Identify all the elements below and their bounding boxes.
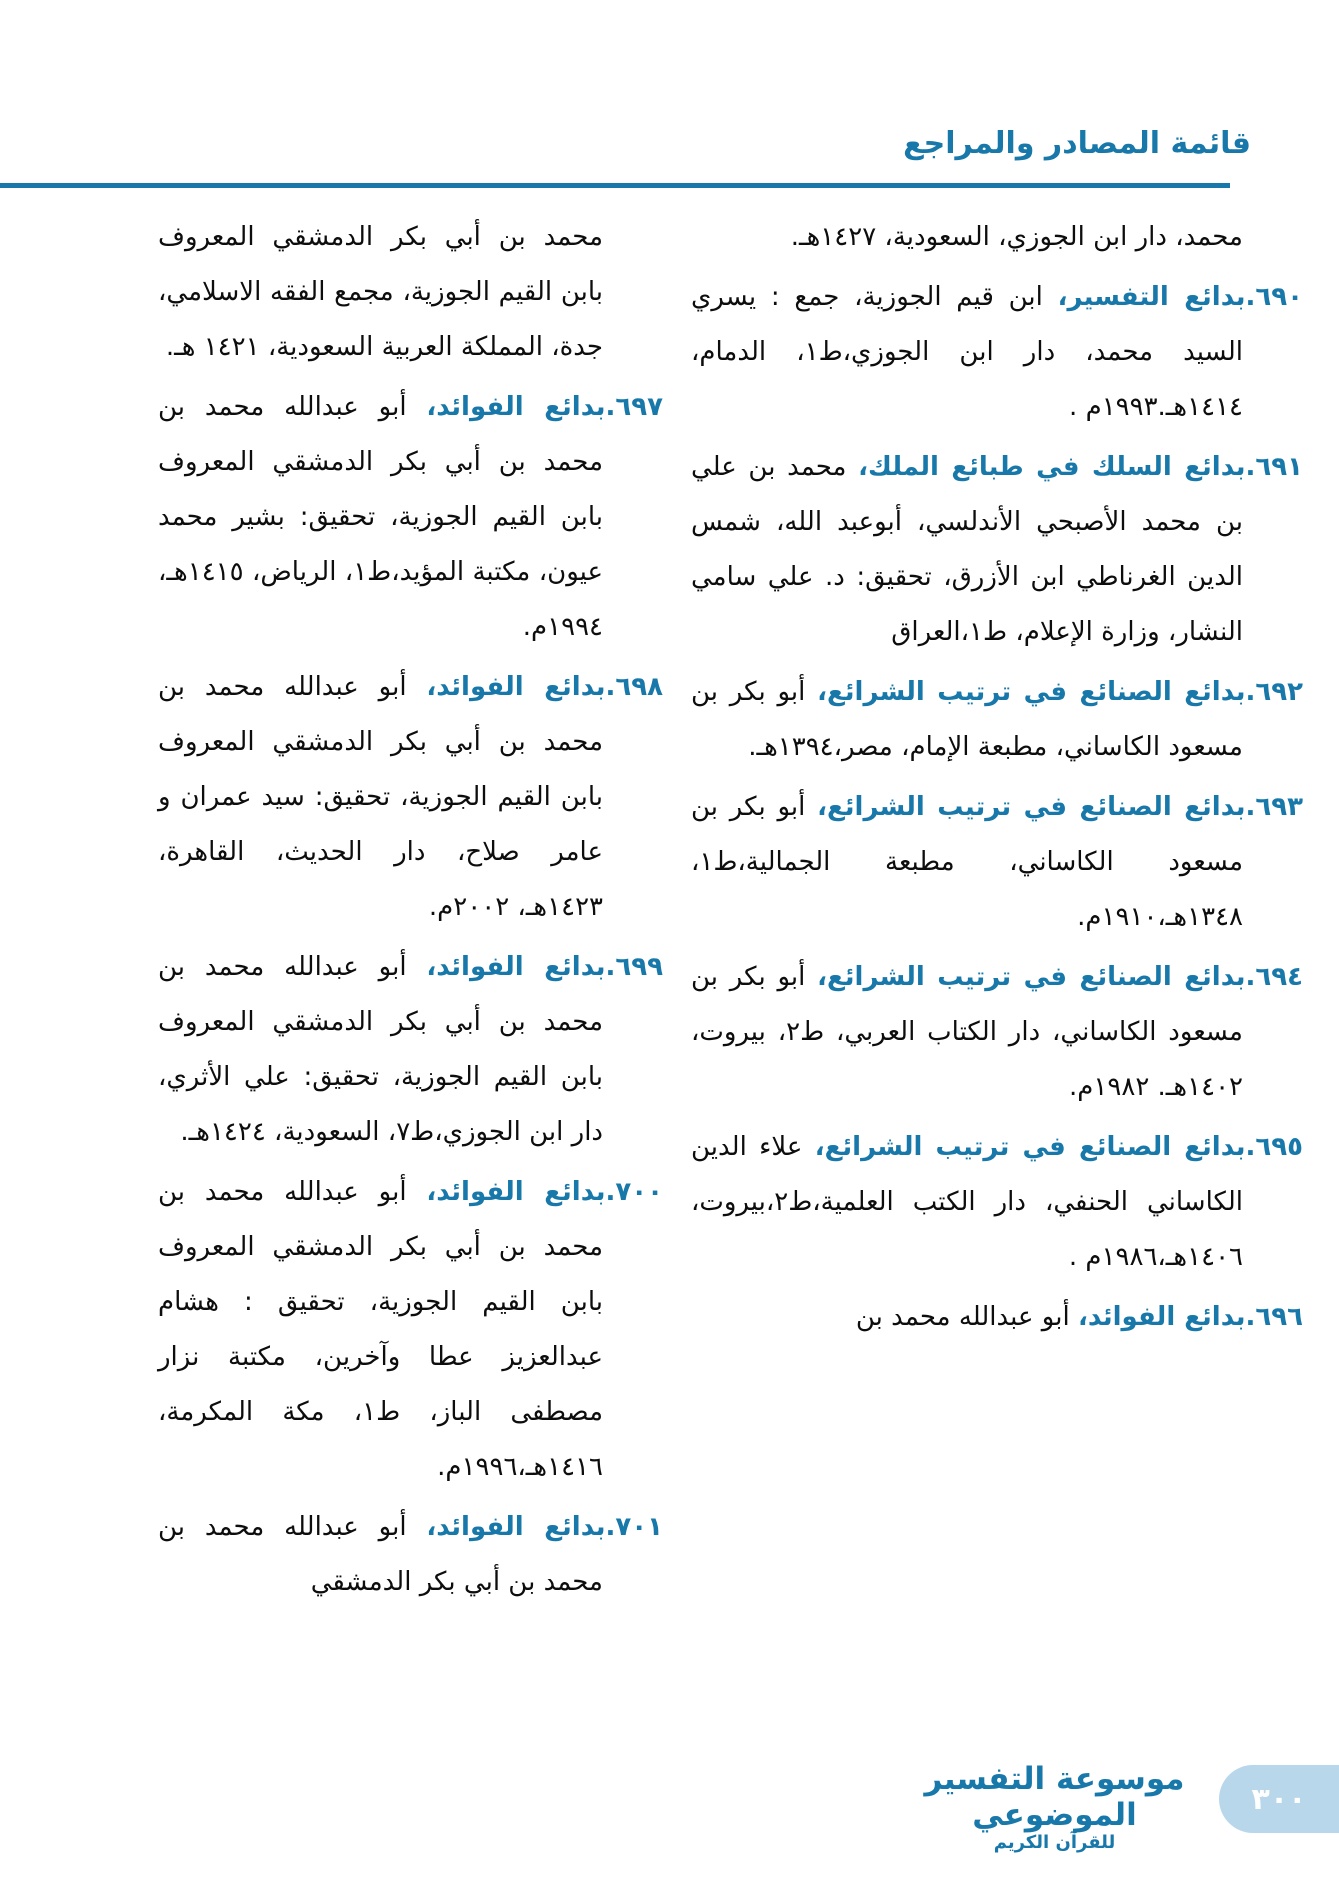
entry-list-right — [691, 270, 1303, 1345]
entry-number: ٧٠٠. — [605, 1177, 663, 1207]
entry-text: أبو بكر بن مسعود الكاساني، دار الكتاب العربي، ط٢، بيروت، ١٤٠٢هـ. ١٩٨٢م. — [691, 962, 1243, 1102]
page-number-badge — [1219, 1765, 1339, 1833]
entry-text: أبو عبدالله محمد بن محمد بن أبي بكر الدمشقي المعروف بابن القيم الجوزية، تحقيق : هشام عبدالعزيز عطا وآخرين، مكتبة نزار مصطفى الباز، ط١، مكة المكرمة، ١٤١٦هـ،١٩٩٦م. — [158, 1177, 603, 1482]
entry-number: ٦٩١. — [1245, 452, 1303, 482]
entry-text: أبو عبدالله محمد بن — [855, 1302, 1078, 1332]
bibliography-entry — [691, 665, 1303, 775]
entry-title: بدائع الصنائع في ترتيب الشرائع، — [817, 677, 1246, 707]
bibliography-entry — [158, 380, 663, 655]
entry-text: أبو عبدالله محمد بن محمد بن أبي بكر الدمشقي المعروف بابن القيم الجوزية، تحقيق: بشير محمد عيون، مكتبة المؤيد،ط١، الرياض، ١٤١٥هـ، ١٩٩٤م. — [158, 392, 603, 642]
publisher-logo-sub-text: للقرآن الكريم — [993, 1832, 1116, 1854]
column-left — [158, 210, 663, 1615]
bibliography-entry — [691, 440, 1303, 660]
entry-text: أبو بكر بن مسعود الكاساني، مطبعة الإمام، مصر،١٣٩٤هـ. — [691, 677, 1243, 762]
entry-text: ابن قيم الجوزية، جمع : يسري السيد محمد، دار ابن الجوزي،ط١، الدمام، ١٤١٤هـ.١٩٩٣م . — [691, 282, 1243, 422]
entry-title: بدائع الفوائد، — [426, 1512, 606, 1542]
entry-number: ٦٩٤. — [1245, 962, 1304, 992]
bibliography-body — [158, 210, 1303, 1615]
entry-number: ٦٩٧. — [605, 392, 663, 422]
entry-number: ٦٩٠. — [1245, 282, 1303, 312]
entry-text: أبو عبدالله محمد بن محمد بن أبي بكر الدمشقي المعروف بابن القيم الجوزية، تحقيق: سيد عمران و عامر صلاح، دار الحديث، القاهرة، ١٤٢٣هـ، ٢٠٠٢م. — [158, 672, 603, 922]
entry-title: بدائع السلك في طبائع الملك، — [858, 452, 1246, 482]
bibliography-entry — [691, 1120, 1303, 1285]
entry-number: ٦٩٦. — [1245, 1302, 1303, 1332]
entry-title: بدائع الفوائد، — [426, 672, 606, 702]
header-divider — [0, 183, 1230, 188]
bibliography-entry — [158, 660, 663, 935]
entry-number: ٦٩٥. — [1245, 1132, 1303, 1162]
entry-text: أبو بكر بن مسعود الكاساني، مطبعة الجمالية،ط١، ١٣٤٨هـ،١٩١٠م. — [691, 792, 1243, 932]
entry-title: بدائع الفوائد، — [426, 392, 606, 422]
bibliography-entry — [691, 270, 1303, 435]
bibliography-entry — [691, 950, 1303, 1115]
entry-title: بدائع الفوائد، — [426, 952, 606, 982]
entry-number: ٦٩٨. — [605, 672, 663, 702]
bibliography-entry — [158, 940, 663, 1160]
bibliography-entry — [158, 1165, 663, 1495]
bibliography-entry — [691, 780, 1303, 945]
entry-title: بدائع الصنائع في ترتيب الشرائع، — [817, 962, 1246, 992]
entry-number: ٦٩٣. — [1245, 792, 1304, 822]
entry-title: بدائع الفوائد، — [426, 1177, 606, 1207]
entry-title: بدائع الصنائع في ترتيب الشرائع، — [814, 1132, 1246, 1162]
entry-list-left — [158, 380, 663, 1610]
bibliography-entry — [158, 1500, 663, 1610]
entry-title: بدائع الصنائع في ترتيب الشرائع، — [817, 792, 1246, 822]
entry-number: ٦٩٢. — [1245, 677, 1304, 707]
entry-text: محمد بن علي بن محمد الأصبحي الأندلسي، أبوعبد الله، شمس الدين الغرناطي ابن الأزرق، تحقيق: د. علي سامي النشار، وزارة الإعلام، ط١،العراق — [691, 452, 1243, 647]
publisher-logo-main-text: موسوعة التفسير الموضوعي — [924, 1761, 1185, 1833]
page-title: قائمة المصادر والمراجع — [903, 126, 1251, 161]
entry-number: ٦٩٩. — [605, 952, 663, 982]
entry-text: أبو عبدالله محمد بن محمد بن أبي بكر الدمشقي المعروف بابن القيم الجوزية، تحقيق: علي الأثري، دار ابن الجوزي،ط٧، السعودية، ١٤٢٤هـ. — [158, 952, 603, 1147]
entry-title: بدائع التفسير، — [1057, 282, 1246, 312]
bibliography-entry — [691, 1290, 1303, 1345]
entry-text: علاء الدين الكاساني الحنفي، دار الكتب العلمية،ط٢،بيروت، ١٤٠٦هـ،١٩٨٦م . — [691, 1132, 1243, 1272]
entry-title: بدائع الفوائد، — [1077, 1302, 1246, 1332]
page-number: ٣٠٠ — [1251, 1781, 1307, 1817]
column-right — [691, 210, 1303, 1350]
publisher-logo — [882, 1762, 1227, 1854]
entry-continuation: محمد، دار ابن الجوزي، السعودية، ١٤٢٧هـ. — [790, 222, 1243, 252]
entry-continuation: محمد بن أبي بكر الدمشقي المعروف بابن القيم الجوزية، مجمع الفقه الاسلامي، جدة، المملكة العربية السعودية، ١٤٢١ هـ. — [158, 222, 603, 362]
entry-text: أبو عبدالله محمد بن محمد بن أبي بكر الدمشقي — [158, 1512, 603, 1597]
entry-number: ٧٠١. — [605, 1512, 663, 1542]
